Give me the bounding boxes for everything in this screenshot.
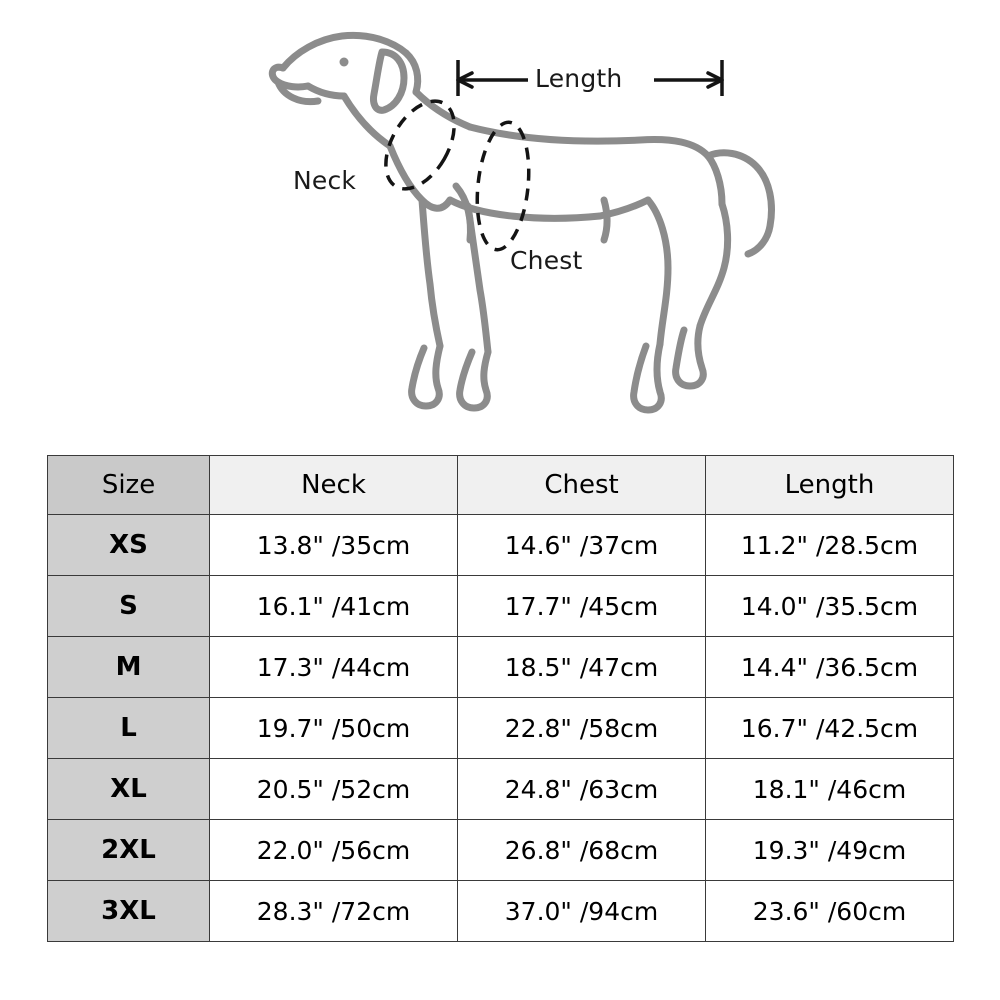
cell-chest: 37.0" /94cm bbox=[458, 881, 706, 942]
size-table bbox=[47, 455, 954, 942]
column-header-chest: Chest bbox=[458, 456, 706, 515]
cell-chest: 26.8" /68cm bbox=[458, 820, 706, 881]
table-row bbox=[48, 759, 954, 820]
table-row bbox=[48, 637, 954, 698]
cell-size: 3XL bbox=[48, 881, 210, 942]
table-row bbox=[48, 515, 954, 576]
cell-chest: 14.6" /37cm bbox=[458, 515, 706, 576]
cell-length: 19.3" /49cm bbox=[706, 820, 954, 881]
table-row bbox=[48, 698, 954, 759]
cell-length: 16.7" /42.5cm bbox=[706, 698, 954, 759]
cell-size: S bbox=[48, 576, 210, 637]
cell-neck: 22.0" /56cm bbox=[210, 820, 458, 881]
length-label: Length bbox=[535, 64, 623, 93]
chest-label: Chest bbox=[510, 246, 583, 275]
size-table-wrapper bbox=[47, 455, 953, 942]
cell-size: XL bbox=[48, 759, 210, 820]
column-header-neck: Neck bbox=[210, 456, 458, 515]
cell-length: 18.1" /46cm bbox=[706, 759, 954, 820]
cell-chest: 24.8" /63cm bbox=[458, 759, 706, 820]
dog-measurement-diagram bbox=[0, 0, 1000, 445]
cell-size: L bbox=[48, 698, 210, 759]
cell-neck: 28.3" /72cm bbox=[210, 881, 458, 942]
table-header-row bbox=[48, 456, 954, 515]
cell-length: 14.0" /35.5cm bbox=[706, 576, 954, 637]
dog-illustration bbox=[0, 0, 1000, 445]
table-row bbox=[48, 881, 954, 942]
cell-neck: 20.5" /52cm bbox=[210, 759, 458, 820]
cell-chest: 18.5" /47cm bbox=[458, 637, 706, 698]
column-header-length: Length bbox=[706, 456, 954, 515]
cell-size: M bbox=[48, 637, 210, 698]
dog-body-outline bbox=[272, 35, 771, 410]
cell-length: 14.4" /36.5cm bbox=[706, 637, 954, 698]
cell-chest: 22.8" /58cm bbox=[458, 698, 706, 759]
table-header bbox=[48, 456, 954, 515]
cell-length: 23.6" /60cm bbox=[706, 881, 954, 942]
cell-neck: 16.1" /41cm bbox=[210, 576, 458, 637]
cell-length: 11.2" /28.5cm bbox=[706, 515, 954, 576]
cell-neck: 17.3" /44cm bbox=[210, 637, 458, 698]
cell-size: 2XL bbox=[48, 820, 210, 881]
cell-chest: 17.7" /45cm bbox=[458, 576, 706, 637]
neck-label: Neck bbox=[293, 166, 357, 195]
table-row bbox=[48, 820, 954, 881]
cell-neck: 19.7" /50cm bbox=[210, 698, 458, 759]
column-header-size: Size bbox=[48, 456, 210, 515]
table-row bbox=[48, 576, 954, 637]
cell-size: XS bbox=[48, 515, 210, 576]
table-body bbox=[48, 515, 954, 942]
cell-neck: 13.8" /35cm bbox=[210, 515, 458, 576]
